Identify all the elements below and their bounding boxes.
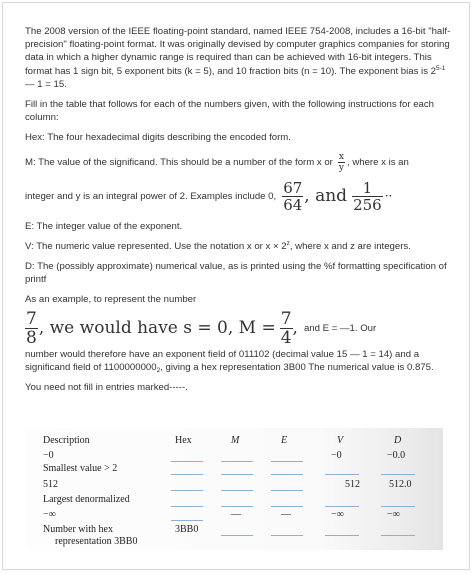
m-examples-text: integer and y is an integral power of 2. Examples include 0, bbox=[25, 190, 277, 202]
v-value: 512 bbox=[345, 479, 360, 490]
d-description: D: The (possibly approximate) numerical value, as is printed using the %f formatting specification of printf bbox=[25, 261, 447, 286]
y-denominator: y bbox=[338, 162, 344, 173]
m-blank[interactable] bbox=[221, 506, 253, 507]
e-blank[interactable] bbox=[271, 461, 303, 462]
intro-text: The 2008 version of the IEEE floating-point standard, named IEEE 754-2008, includes a 16-bit "half-precision" floating-point format. It was originally devised by computer graphics companies for storing data in which a higher dynamic range is required than can be achieved with 16-bit integers. This format has 1 sign bit, 5 exponent bits (k = 5), and 10 fraction bits (n = 10). The exponent bias is 2 bbox=[25, 26, 451, 77]
header-d: D bbox=[394, 435, 402, 446]
m-blank[interactable] bbox=[221, 461, 253, 462]
e-blank[interactable] bbox=[271, 474, 303, 475]
m-desc-text: M: The value of the significand. This should be a number of the form x or bbox=[25, 156, 333, 168]
v-desc-tail: , where x and z are integers. bbox=[289, 240, 411, 252]
v-desc-sup: z bbox=[286, 239, 290, 247]
m-examples bbox=[25, 180, 451, 213]
m-blank[interactable] bbox=[221, 490, 253, 491]
row-label-neg-infinity: −∞ bbox=[43, 509, 56, 520]
bias-exponent: 5-1 bbox=[436, 64, 446, 72]
fraction-denominator: 4 bbox=[280, 327, 292, 348]
row-label-hex-number: Number with hex bbox=[43, 524, 113, 535]
d-value: −∞ bbox=[387, 509, 400, 520]
e-dash: — bbox=[281, 509, 291, 520]
m-description bbox=[25, 152, 451, 173]
row-label-largest-denormalized: Largest denormalized bbox=[43, 494, 130, 505]
header-hex: Hex bbox=[175, 435, 192, 446]
m-desc-tail: , where x is an bbox=[346, 156, 409, 168]
e-blank[interactable] bbox=[271, 535, 303, 536]
equation-comma: , bbox=[292, 317, 298, 338]
hex-blank[interactable] bbox=[171, 474, 203, 475]
binary-subscript: 2 bbox=[156, 366, 161, 374]
and-word: , and bbox=[304, 185, 348, 206]
hex-blank[interactable] bbox=[171, 461, 203, 462]
intro-paragraph bbox=[25, 25, 451, 91]
hex-blank[interactable] bbox=[171, 506, 203, 507]
equation-text: , we would have s = 0, M = bbox=[38, 317, 276, 338]
d-blank[interactable] bbox=[381, 474, 415, 475]
d-value: 512.0 bbox=[389, 479, 412, 490]
example-intro: As an example, to represent the number bbox=[25, 294, 197, 306]
fraction-numerator: 7 bbox=[280, 308, 292, 329]
example-fraction-1-256 bbox=[352, 180, 383, 213]
fraction-numerator: 67 bbox=[283, 178, 303, 197]
equation-tail: and E = —1. Our bbox=[303, 322, 377, 334]
row-label-512: 512 bbox=[43, 479, 58, 490]
seven-eighths-fraction bbox=[25, 310, 38, 347]
trailing-dots: ·· bbox=[384, 188, 393, 203]
example-fraction-67-64 bbox=[282, 180, 303, 213]
instructions-paragraph: Fill in the table that follows for each of the numbers given, with the following instructions for each column: bbox=[25, 99, 435, 124]
hex-value: 3BB0 bbox=[175, 524, 199, 535]
row-label-smallest-value: Smallest value > 2 bbox=[43, 463, 118, 474]
v-blank[interactable] bbox=[325, 506, 359, 507]
d-blank[interactable] bbox=[381, 535, 415, 536]
row-label-hex-number-cont: representation 3BB0 bbox=[55, 536, 138, 547]
intro-tail: — 1 = 15. bbox=[25, 78, 67, 90]
example-equation bbox=[25, 310, 451, 347]
header-e: E bbox=[281, 435, 288, 446]
header-m: M bbox=[231, 435, 240, 446]
fraction-denominator: 8 bbox=[26, 327, 37, 348]
e-blank[interactable] bbox=[271, 490, 303, 491]
problem-text bbox=[25, 25, 451, 401]
x-over-y-fraction bbox=[338, 152, 345, 173]
v-desc-text: V: The numeric value represented. Use the notation x or x × 2 bbox=[25, 240, 287, 252]
e-blank[interactable] bbox=[271, 506, 303, 507]
hex-blank[interactable] bbox=[171, 520, 203, 521]
note-text: You need not fill in entries marked-----. bbox=[25, 382, 188, 394]
fraction-numerator: 1 bbox=[352, 180, 383, 197]
d-blank[interactable] bbox=[381, 506, 415, 507]
row-label-neg-zero: −0 bbox=[43, 450, 54, 461]
example-explanation-text: number would therefore have an exponent field of 011102 (decimal value 15 — 1 = 14) and a significand field of 1100000000 bbox=[25, 348, 420, 373]
d-value: −0.0 bbox=[387, 450, 406, 461]
m-blank[interactable] bbox=[221, 474, 253, 475]
m-blank[interactable] bbox=[221, 535, 253, 536]
example-explanation-tail: , giving a hex representation 3B00 The numerical value is 0.875. bbox=[160, 361, 434, 373]
fraction-denominator: 256 bbox=[353, 195, 382, 214]
document-frame bbox=[2, 2, 470, 570]
v-description bbox=[25, 240, 451, 253]
hex-description: Hex: The four hexadecimal digits describing the encoded form. bbox=[25, 132, 291, 144]
v-blank[interactable] bbox=[325, 535, 359, 536]
answer-table bbox=[25, 428, 443, 550]
m-dash: — bbox=[231, 509, 241, 520]
x-numerator: x bbox=[338, 151, 344, 162]
header-v: V bbox=[337, 435, 344, 446]
fraction-denominator: 64 bbox=[283, 195, 303, 214]
header-description: Description bbox=[43, 435, 90, 446]
seven-fourths-fraction bbox=[280, 310, 293, 347]
v-value: −∞ bbox=[331, 509, 344, 520]
fraction-numerator: 7 bbox=[26, 308, 37, 329]
v-blank[interactable] bbox=[325, 474, 359, 475]
hex-blank[interactable] bbox=[171, 490, 203, 491]
e-description: E: The integer value of the exponent. bbox=[25, 220, 183, 232]
example-explanation bbox=[25, 348, 451, 374]
v-value: −0 bbox=[331, 450, 342, 461]
